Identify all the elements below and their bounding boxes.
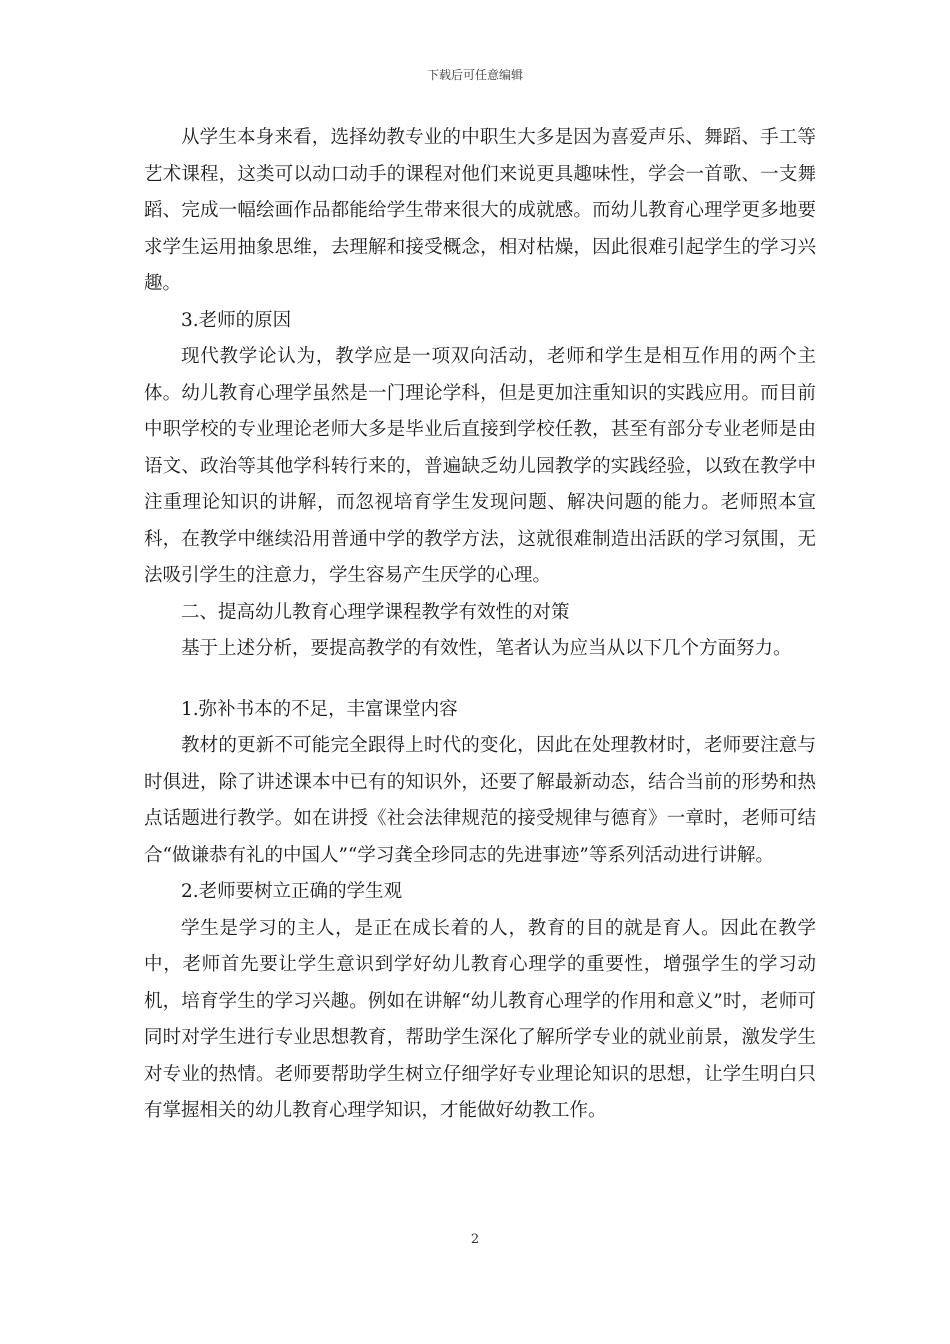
paragraph-teacher-reasons: 现代教学论认为，教学应是一项双向活动，老师和学生是相互作用的两个主体。幼儿教育心理学虽然是一门理论学科，但是更加注重知识的实践应用。而目前中职学校的专业理论老师大多是毕业后直接到学校任教，甚至有部分专业老师是由语文、政治等其他学科转行来的，普遍缺乏幼儿园教学的实践经验，以致在教学中注重理论知识的讲解，而忽视培育学生发现问题、解决问题的能力。老师照本宣科，在教学中继续沿用普通中学的教学方法，这就很难制造出活跃的学习氛围，无法吸引学生的注意力，学生容易产生厌学的心理。: [144, 346, 816, 586]
paragraph-enrich-content: 教材的更新不可能完全跟得上时代的变化，因此在处理教材时，老师要注意与时俱进，除了讲述课本中已有的知识外，还要了解最新动态，结合当前的形势和热点话题进行教学。如在讲授《社会法律规范的接受规律与德育》一章时，老师可结合“做谦恭有礼的中国人”“学习龚全珍同志的先进事迹”等系列活动进行讲解。: [144, 735, 816, 866]
page-header: 下载后可任意编辑: [426, 68, 523, 82]
blank-line: [144, 668, 816, 692]
document-body: [144, 120, 816, 1130]
page-number: 2: [470, 1232, 480, 1247]
heading-teacher-reasons: 3.老师的原因: [181, 309, 292, 331]
paragraph-student-interest: 从学生本身来看，选择幼教专业的中职生大多是因为喜爱声乐、舞蹈、手工等艺术课程，这类可以动口动手的课程对他们来说更具趣味性，学会一首歌、一支舞蹈、完成一幅绘画作品都能给学生带来很大的成就感。而幼儿教育心理学更多地要求学生运用抽象思维，去理解和接受概念，相对枯燥，因此很难引起学生的学习兴趣。: [144, 127, 816, 294]
heading-strategies: 二、提高幼儿教育心理学课程教学有效性的对策: [181, 601, 570, 623]
heading-enrich-content: 1.弥补书本的不足，丰富课堂内容: [181, 698, 458, 720]
paragraph-strategies-intro: 基于上述分析，要提高教学的有效性，笔者认为应当从以下几个方面努力。: [181, 638, 792, 659]
heading-student-view: 2.老师要树立正确的学生观: [181, 881, 403, 902]
paragraph-student-view: 学生是学习的主人，是正在成长着的人，教育的目的就是育人。因此在教学中，老师首先要让学生意识到学好幼儿教育心理学的重要性，增强学生的学习动机，培育学生的学习兴趣。例如在讲解“幼儿教育心理学的作用和意义”时，老师可同时对学生进行专业思想教育，帮助学生深化了解所学专业的就业前景，激发学生对专业的热情。老师要帮助学生树立仔细学好专业理论知识的思想，让学生明白只有掌握相关的幼儿教育心理学知识，才能做好幼教工作。: [144, 917, 816, 1121]
